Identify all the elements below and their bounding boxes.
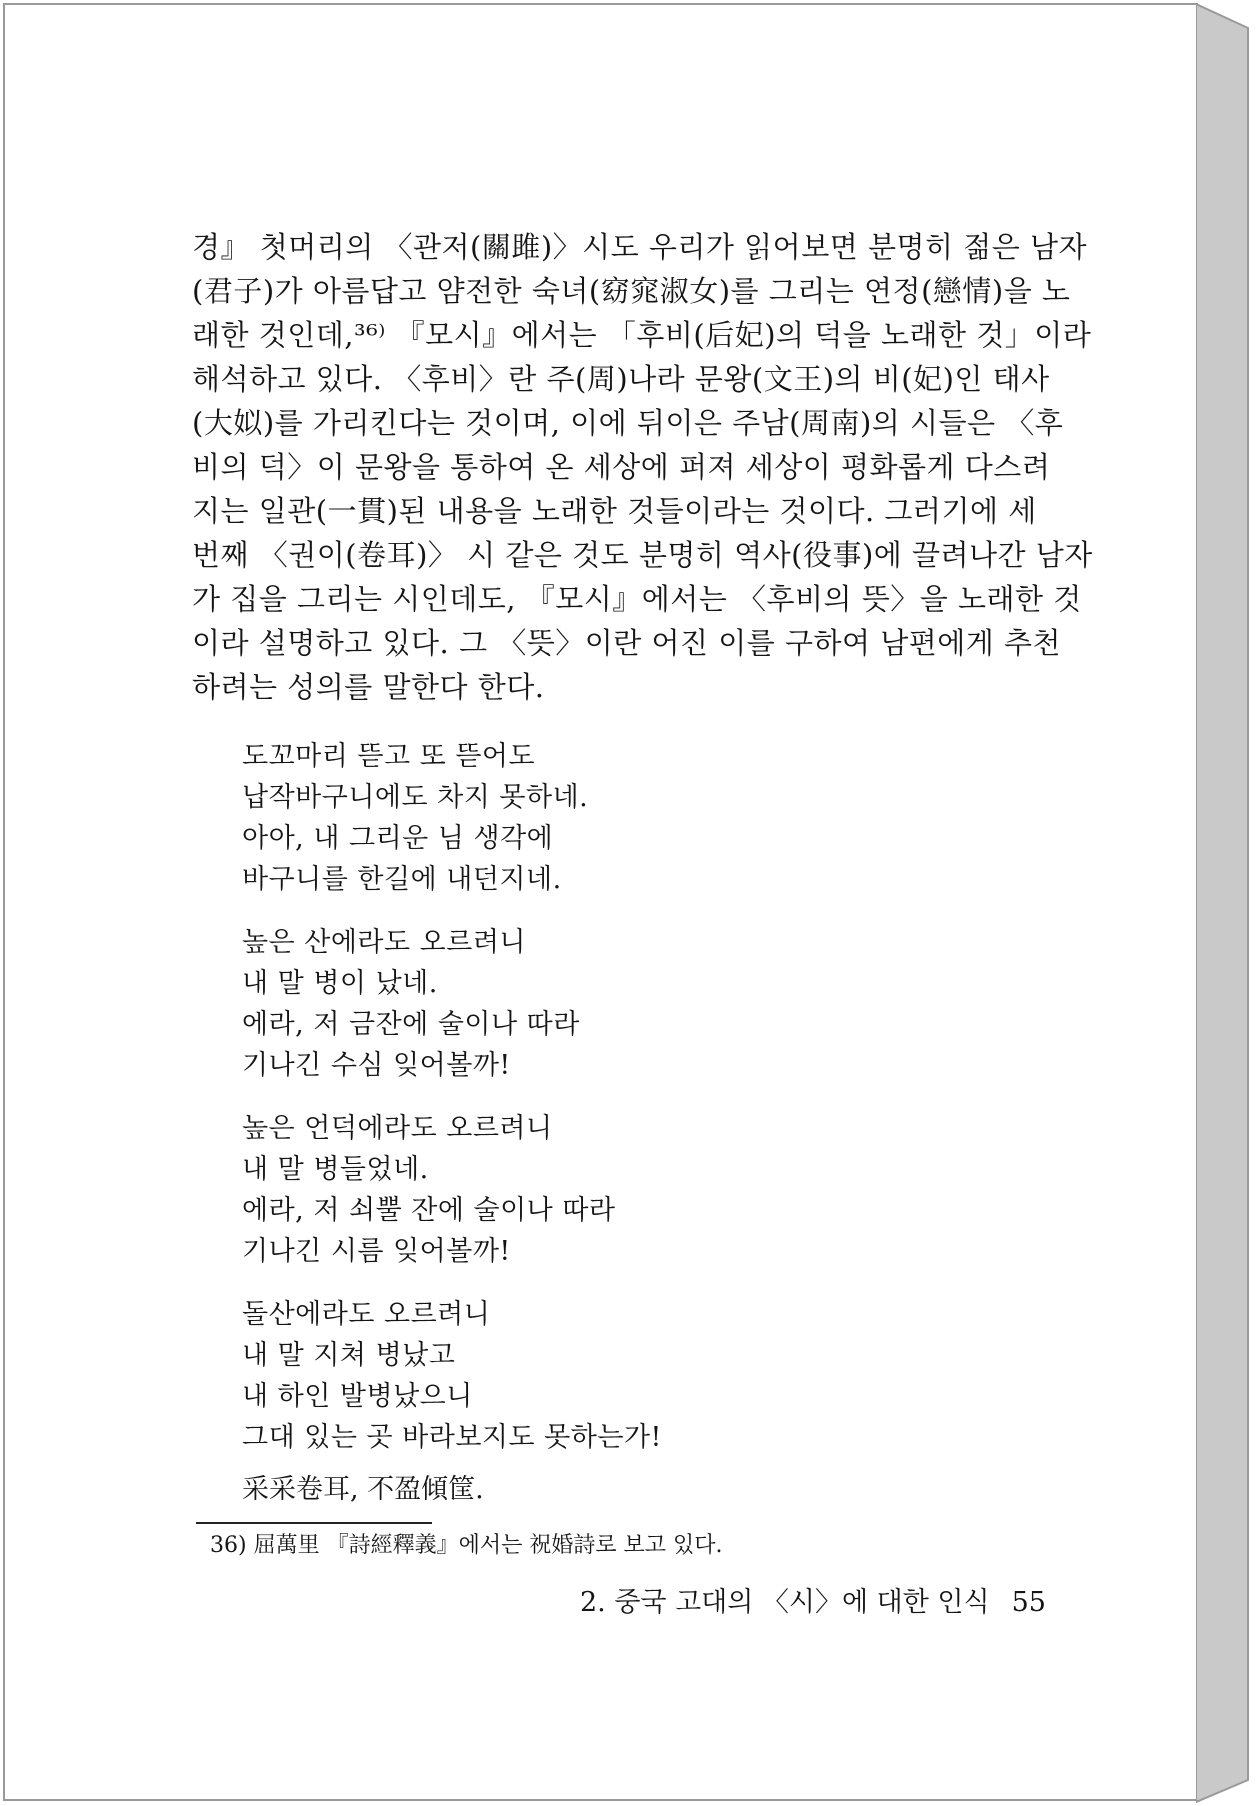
poem-line: 도꼬마리 뜯고 또 뜯어도: [242, 741, 536, 772]
page-number: 55: [1011, 1587, 1046, 1618]
poem-stanza: [242, 922, 942, 1086]
poem-line: 기나긴 시름 잊어볼까!: [242, 1236, 511, 1267]
paragraph-line: 비의 덕〉이 문왕을 통하여 온 세상에 퍼져 세상이 평화롭게 다스려: [192, 450, 1051, 484]
paragraph-line: (君子)가 아름답고 얌전한 숙녀(窈窕淑女)를 그리는 연정(戀情)을 노: [192, 274, 1071, 308]
paragraph-line: 번째 〈권이(卷耳)〉 시 같은 것도 분명히 역사(役事)에 끌려나간 남자: [192, 538, 1093, 572]
paragraph-line: (大姒)를 가리킨다는 것이며, 이에 뒤이은 주남(周南)의 시들은 〈후: [192, 406, 1064, 440]
poem-line: 바구니를 한길에 내던지네.: [242, 864, 562, 895]
poem-line: 납작바구니에도 차지 못하네.: [242, 782, 589, 813]
poem-line: 높은 산에라도 오르려니: [242, 927, 526, 958]
book-spine-shape: [1196, 0, 1260, 1806]
poem-line: 에라, 저 쇠뿔 잔에 술이나 따라: [242, 1195, 616, 1226]
paragraph-line: 가 집을 그리는 시인데도, 『모시』에서는 〈후비의 뜻〉을 노래한 것: [192, 582, 1082, 616]
footnote-divider: [196, 1522, 432, 1524]
paragraph-line: 하려는 성의를 말한다 한다.: [192, 670, 545, 704]
poem-line: 높은 언덕에라도 오르려니: [242, 1113, 553, 1144]
paragraph-line: 해석하고 있다. 〈후비〉란 주(周)나라 문왕(文王)의 비(妃)인 태사: [192, 362, 1050, 396]
poem-line: 그대 있는 곳 바라보지도 못하는가!: [242, 1422, 662, 1453]
paragraph-line: 이라 설명하고 있다. 그 〈뜻〉이란 어진 이를 구하여 남편에게 추천: [192, 626, 1062, 660]
running-footer: [580, 1584, 1046, 1622]
poem: [242, 736, 942, 1480]
poem-stanza: [242, 1294, 942, 1458]
poem-line: 내 하인 발병났으니: [242, 1381, 473, 1412]
poem-line: 돌산에라도 오르려니: [242, 1299, 491, 1330]
poem-line: 아아, 내 그리운 님 생각에: [242, 823, 554, 854]
original-chinese-quote: 采采卷耳, 不盈傾筐.: [242, 1474, 484, 1505]
paragraph-line: 경』 첫머리의 〈관저(關雎)〉시도 우리가 읽어보면 분명히 젊은 남자: [192, 230, 1087, 264]
running-title: 2. 중국 고대의 〈시〉에 대한 인식: [580, 1587, 990, 1618]
poem-line: 기나긴 수심 잊어볼까!: [242, 1050, 511, 1081]
poem-stanza: [242, 736, 942, 900]
poem-line: 에라, 저 금잔에 술이나 따라: [242, 1009, 580, 1040]
poem-line: 내 말 병이 났네.: [242, 968, 438, 999]
poem-line: 내 말 병들었네.: [242, 1154, 429, 1185]
paragraph-line: 래한 것인데,³⁶⁾ 『모시』에서는 「후비(后妃)의 덕을 노래한 것」이라: [192, 318, 1092, 352]
poem-stanza: [242, 1108, 942, 1272]
paragraph-line: 지는 일관(一貫)된 내용을 노래한 것들이라는 것이다. 그러기에 세: [192, 494, 1037, 528]
poem-line: 내 말 지쳐 병났고: [242, 1340, 456, 1371]
footnote: 36) 屈萬里 『詩經釋義』에서는 祝婚詩로 보고 있다.: [210, 1533, 723, 1558]
book-spine: [1196, 0, 1260, 1806]
body-paragraph: [192, 225, 1093, 709]
